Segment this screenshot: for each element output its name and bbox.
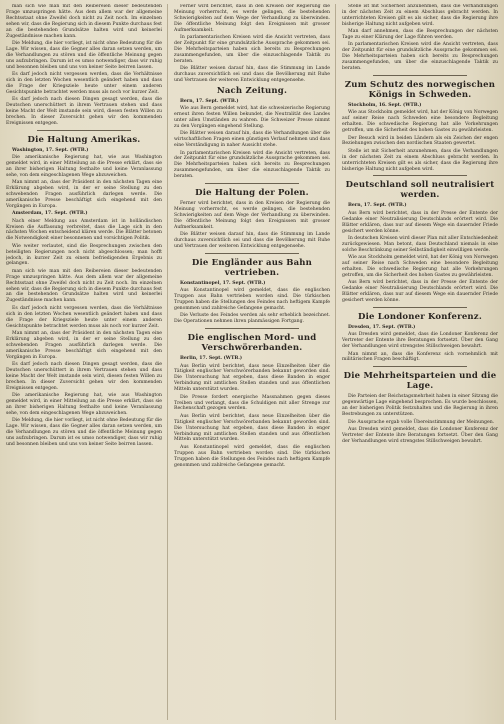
divider [205,328,299,329]
paragraph: Man nimmt an, dass die Konferenz sich vornehmlich mit militärischen Fragen beschäftigt. [342,351,498,363]
paragraph: Aus Konstantinopel wird gemeldet, dass die englischen Truppen aus Bahn vertrieben worden sind. Die türkischen Truppen haben die Stellungen des Feindes nach heftigem Kampfe genommen und zahlreiche Gefangene gemacht. [174,288,330,311]
paragraph: Wie aus Stockholm gemeldet wird, hat der König von Norwegen auf seiner Reise nach Schweden eine besondere Begleitung erhalten. Die schwedische Regierung hat alle Vorkehrungen getroffen, um die Sicherheit des hohen Gastes zu gewährleisten. [342,255,498,278]
paragraph: Ferner wird berichtet, dass in den Kreisen der Regierung die Meinung vorherrscht, es werde gelingen, die bestehenden Schwierigkeiten auf dem Wege der Verhandlung zu überwinden. Die öffentliche Meinung folgt den Ereignissen mit grosser Aufmerksamkeit. [174,4,330,33]
paragraph: Man darf annehmen, dass die Besprechungen der nächsten Tage zu einer Klärung der Lage führen werden. [342,29,498,41]
paragraph: Aus Dresden wird gemeldet, dass die Londoner Konferenz der Vertreter der Entente ihre Beratungen fortsetzt. Über den Gang der Verhandlungen wird strengstes Stillschweigen bewahrt. [342,426,498,444]
paragraph [174,356,330,362]
paragraph: Die Meldung, die hier vorliegt, ist nicht ohne Bedeutung für die Lage. Wir wissen, dass die Gegner alles daran setzen werden, um die Verhandlungen zu stören und die öffentliche Meinung gegen uns aufzubringen. Darum ist es umso notwendiger, dass wir ruhig und besonnen bleiben und uns von keiner Seite beirren lassen. [6,418,162,447]
paragraph: Die Parteien der Reichstagsmehrheit haben in einer Sitzung die gegenwärtige Lage eingehend besprochen. Es wurde beschlossen, an der bisherigen Politik festzuhalten und die Regierung in ihren Bestrebungen zu unterstützen. [342,394,498,418]
column-right [342,4,498,720]
paragraph: Die Meldung, die hier vorliegt, ist nicht ohne Bedeutung für die Lage. Wir wissen, dass die Gegner alles daran setzen werden, um die Verhandlungen zu stören und die öffentliche Meinung gegen uns aufzubringen. Darum ist es umso notwendiger, dass wir ruhig und besonnen bleiben und uns von keiner Seite beirren lassen. [6,40,162,70]
paragraph: Aus Berlin wird berichtet, dass neue Einzelheiten über die Tätigkeit englischer Verschwörerbanden bekannt geworden sind. Die Untersuchung hat ergeben, dass diese Banden in enger Verbindung mit amtlichen Stellen standen und aus öffentlichen Mitteln unterstützt wurden. [174,413,330,443]
divider [205,253,299,254]
paragraph: Ferner wird berichtet, dass in den Kreisen der Regierung die Meinung vorherrscht, es werde gelingen, die bestehenden Schwierigkeiten auf dem Wege der Verhandlung zu überwinden. Die öffentliche Meinung folgt den Ereignissen mit grosser Aufmerksamkeit. [174,201,330,230]
paragraph: Die Blätter weisen darauf hin, dass die Verhandlungen über die wirtschaftlichen Fragen einen günstigen Verlauf nehmen und dass eine Verständigung in naher Aussicht stehe. [174,131,330,149]
paragraph [174,281,330,287]
column-middle [174,4,336,720]
paragraph: Es darf jedoch nach diesen Dingen gesagt werden, dass die Deutschen unerschüttert in ihrem Vertrauen stehen und dass keine Macht der Welt imstande sein wird, diesen festen Willen zu brechen. In dieser Zuversicht gehen wir den kommenden Ereignissen entgegen. [6,97,162,126]
paragraph: Aus Bern wird berichtet, dass in der Presse der Entente der Gedanke einer Neutralisierung Deutschlands erörtert wird. Die Blätter erklären, dass nur auf diesem Wege ein dauernder Friede gesichert werden könne. [342,210,498,234]
paragraph: Die Presse fordert energische Massnahmen gegen dieses Treiben und verlangt, dass die Schuldigen mit aller Strenge zur Rechenschaft gezogen werden. [174,394,330,412]
paragraph: Wie weiter verlautet, sind die Besprechungen zwischen den beteiligten Regierungen noch nicht abgeschlossen; man hofft jedoch, in kurzer Zeit zu einem befriedigenden Ergebnis zu gelangen. [6,243,162,267]
paragraph [342,325,498,331]
paragraph: man sich wie man mit den Reibereien dieser bedeutenden Frage umzuspringen hätte. Aus dem allem war der allgemeine Rechtsstaat ohne Zweifel doch nicht zu Zeit noch. Im einzelnen sehen wir, dass die Regierung sich in diesem Punkte durchaus fest an die bestehenden Grundsätze halten wird und keinerlei Zugeständnisse machen kann. [6,4,162,39]
paragraph: Aus Konstantinopel wird gemeldet, dass die englischen Truppen aus Bahn vertrieben worden sind. Die türkischen Truppen haben die Stellungen des Feindes nach heftigem Kampfe genommen und zahlreiche Gefangene gemacht. [174,444,330,468]
paragraph: In parlamentarischen Kreisen wird die Ansicht vertreten, dass der Zeitpunkt für eine grundsätzliche Aussprache gekommen sei. Die Mehrheitsparteien haben sich bereits zu Besprechungen zusammengefunden, um über die einzuschlagende Taktik zu beraten. [174,35,330,64]
paragraph: Die Aussprache ergab volle Übereinstimmung der Meinungen. [348,419,495,425]
dateline: Bern, 17. Sept. (WTB.) [348,203,407,209]
paragraph: man sich wie man mit den Reibereien dieser bedeutenden Frage umzuspringen hätte. Aus dem allem war der allgemeine Rechtsstaat ohne Zweifel doch nicht zu Zeit noch. Im einzelnen sehen wir, dass die Regierung sich in diesem Punkte durchaus fest an die bestehenden Grundsätze halten wird und keinerlei Zugeständnisse machen kann. [6,268,162,304]
dateline: Washington, 17. Sept. (WTB.) [12,147,89,153]
paragraph [174,99,330,105]
paragraph: Aus Berlin wird berichtet, dass neue Einzelheiten über die Tätigkeit englischer Verschwörerbanden bekannt geworden sind. Die Untersuchung hat ergeben, dass diese Banden in enger Verbindung mit amtlichen Stellen standen und aus öffentlichen Mitteln unterstützt wurden. [174,363,330,393]
divider [373,75,467,76]
divider [373,366,467,367]
paragraph: Die Blätter weisen darauf hin, dass die Stimmung im Lande durchaus zuversichtlich sei und dass die Bevölkerung mit Ruhe und Vertrauen der weiteren Entwicklung entgegensehe. [174,232,330,249]
paragraph: Es darf jedoch nicht vergessen werden, dass die Verhältnisse sich in den letzten Wochen wesentlich geändert haben und dass die Frage der Kriegsziele heute unter einem anderen Gesichtspunkte betrachtet werden muss als noch vor kurzer Zeit. [6,305,162,329]
heading-amerika: Die Haltung Amerikas. [27,134,141,145]
paragraph: Wie aus Stockholm gemeldet wird, hat der König von Norwegen auf seiner Reise nach Schweden eine besondere Begleitung erhalten. Die schwedische Regierung hat alle Vorkehrungen getroffen, um die Sicherheit des hohen Gastes zu gewährleisten. [342,110,498,134]
paragraph: Stelle ist mit Sicherheit anzunehmen, dass die Verhandlungen in der nächsten Zeit zu einem Abschluss gebracht werden. In unterrichteten Kreisen gilt es als sicher, dass die Regierung ihre bisherige Haltung nicht aufgeben wird. [342,4,498,27]
heading-nord: Die englischen Mord- und Verschwörerbanden. [187,333,317,354]
paragraph: Die Verluste des Feindes werden als sehr erheblich bezeichnet. Die Operationen nehmen ihren planmässigen Fortgang. [174,313,330,325]
paragraph: Man nimmt an, dass der Präsident in den nächsten Tagen eine Erklärung abgeben wird, in der er seine Stellung zu den schwebenden Fragen ausführlich darlegen werde. Die amerikanische Presse beschäftigt sich eingehend mit den Vorgängen in Europa. [6,330,162,360]
paragraph: Die amerikanische Regierung hat, wie aus Washington gemeldet wird, in einer Mitteilung an die Presse erklärt, dass sie an ihrer bisherigen Haltung festhalte und keine Veranlassung sehe, von dem eingeschlagenen Wege abzuweichen. [6,392,162,416]
column-container [6,4,498,720]
heading-dokument: Nach Zeitung. [216,85,288,96]
paragraph: Der Besuch wird in beiden Ländern als ein Zeichen der engen Beziehungen zwischen den nordischen Staaten gewertet. [342,135,498,147]
divider [205,183,299,184]
paragraph [342,203,498,209]
divider [373,175,467,176]
dateline: Dresden, 17. Sept. (WTB.) [348,324,416,330]
paragraph [6,148,162,154]
paragraph: Es darf jedoch nach diesen Dingen gesagt werden, dass die Deutschen unerschüttert in ihrem Vertrauen stehen und dass keine Macht der Welt imstande sein wird, diesen festen Willen zu brechen. In dieser Zuversicht gehen wir den kommenden Ereignissen entgegen. [6,361,162,391]
paragraph: Stelle ist mit Sicherheit anzunehmen, dass die Verhandlungen in der nächsten Zeit zu einem Abschluss gebracht werden. In unterrichteten Kreisen gilt es als sicher, dass die Regierung ihre bisherige Haltung nicht aufgeben wird. [342,148,498,172]
heading-schutz: Zum Schutz des norwegischen Königs in Schweden. [344,79,496,100]
heading-londoner: Die Londoner Konferenz. [358,311,482,322]
paragraph [6,211,162,217]
dateline: Stockholm, 16. Sept. (WTB.) [348,102,422,108]
paragraph: Nach einer Meldung aus Amsterdam ist in holländischen Kreisen die Auffassung verbreitet, dass die Lage sich in den nächsten Wochen entscheidend klären werde. Die Blätter betonen die Notwendigkeit einer besonnenen und vorsichtigen Politik. [6,218,162,242]
divider [373,307,467,308]
dateline: Amsterdam, 17. Sept. (WTB.) [12,211,88,217]
paragraph: Aus Dresden wird gemeldet, dass die Londoner Konferenz der Vertreter der Entente ihre Beratungen fortsetzt. Über den Gang der Verhandlungen wird strengstes Stillschweigen bewahrt. [342,332,498,350]
paragraph: In parlamentarischen Kreisen wird die Ansicht vertreten, dass der Zeitpunkt für eine grundsätzliche Aussprache gekommen sei. Die Mehrheitsparteien haben sich bereits zu Besprechungen zusammengefunden, um über die einzuschlagende Taktik zu beraten. [174,150,330,180]
paragraph: In parlamentarischen Kreisen wird die Ansicht vertreten, dass der Zeitpunkt für eine grundsätzliche Aussprache gekommen sei. Die Mehrheitsparteien haben sich bereits zu Besprechungen zusammengefunden, um über die einzuschlagende Taktik zu beraten. [342,42,498,72]
heading-neutralitaet: Deutschland soll neutralisiert werden. [345,180,495,201]
paragraph: Man nimmt an, dass der Präsident in den nächsten Tagen eine Erklärung abgeben wird, in der er seine Stellung zu den schwebenden Fragen ausführlich darlegen werde. Die amerikanische Presse beschäftigt sich eingehend mit den Vorgängen in Europa. [6,180,162,209]
dateline: Berlin, 17. Sept. (WTB.) [180,356,243,362]
dateline: Konstantinopel, 17. Sept. (WTB.) [180,280,266,286]
paragraph: Aus Bern wird berichtet, dass in der Presse der Entente der Gedanke einer Neutralisierung Deutschlands erörtert wird. Die Blätter erklären, dass nur auf diesem Wege ein dauernder Friede gesichert werden könne. [342,280,498,304]
paragraph: Es darf jedoch nicht vergessen werden, dass die Verhältnisse sich in den letzten Wochen wesentlich geändert haben und dass die Frage der Kriegsziele heute unter einem anderen Gesichtspunkte betrachtet werden muss als noch vor kurzer Zeit. [6,71,162,95]
heading-mehrheit: Die Mehrheitsparteien und die Lage. [343,371,497,392]
dateline: Bern, 17. Sept. (WTB.) [180,98,239,104]
paragraph: Die Blätter weisen darauf hin, dass die Stimmung im Lande durchaus zuversichtlich sei und dass die Bevölkerung mit Ruhe und Vertrauen der weiteren Entwicklung entgegensehe. [174,66,330,83]
paragraph [342,103,498,109]
heading-bahn: Die Engländer aus Bahn vertrieben. [191,257,313,278]
paragraph: In deutschen Kreisen wird dieser Plan mit aller Entschiedenheit zurückgewiesen. Man betont, dass Deutschland niemals in eine solche Beschränkung seiner Selbständigkeit einwilligen werde. [342,235,498,253]
column-left [6,4,168,720]
paragraph: Wie aus Bern gemeldet wird, hat die schweizerische Regierung erneut ihren festen Willen bekundet, die Neutralität des Landes unter allen Umständen zu wahren. Die Schweizer Presse nimmt zu den Vorgängen eingehend Stellung. [174,106,330,129]
divider [37,130,131,131]
paragraph: Die amerikanische Regierung hat, wie aus Washington gemeldet wird, in einer Mitteilung an die Presse erklärt, dass sie an ihrer bisherigen Haltung festhalte und keine Veranlassung sehe, von dem eingeschlagenen Wege abzuweichen. [6,155,162,178]
heading-holland: Die Haltung der Polen. [195,188,309,199]
